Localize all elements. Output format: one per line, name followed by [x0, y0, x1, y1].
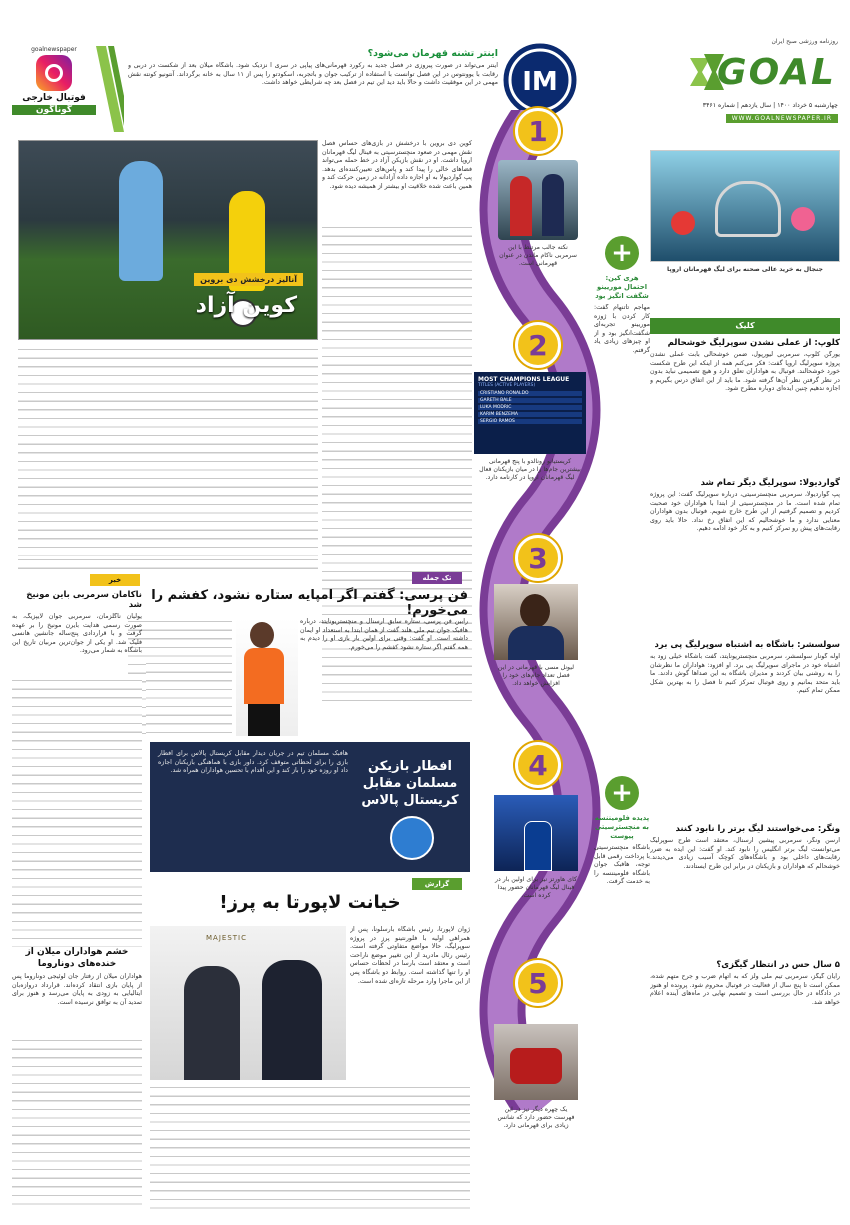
milan-filler	[12, 1037, 142, 1207]
article-columns	[18, 346, 318, 556]
timeline-photo-1	[498, 160, 578, 240]
section-stripes	[96, 46, 124, 132]
news-filler	[12, 677, 142, 947]
guardiola-title: گواردیولا: سوپرلیگ دیگر تمام شد	[700, 478, 840, 488]
timeline-caption-5: یک چهره دیگر نیز در این فهرست حضور دارد که شانس زیادی برای قهرمانی دارد.	[497, 1106, 575, 1130]
guardiola-body: پپ گواردیولا، سرمربی منچسترسیتی، درباره سوپرلیگ گفت: این پروژه تمام شده است. ما در منچسترسیتی از ابتدا با هواداران خود صحبت کردیم و تصمیم گرفتیم از این طرح خارج شویم. فوتبال بدون هواداران معنایی ندارد و ما خوشحالیم که این اتفاق رخ نداد. حالا باید روی رقابت‌های پیش رو تمرکز کنیم و به کار خود ادامه دهیم.	[650, 491, 840, 533]
kolik-body: یورگن کلوپ، سرمربی لیورپول، ضمن خوشحالی بابت عملی نشدن پروژه سوپرلیگ اروپا گفت: فکر می‌کنم همه از اینکه این طرح شکست خورد خوشحالند. فوتبال به هواداران تعلق دارد و هیچ تصمیمی نباید بدون در نظر گرفتن نظر آن‌ها گرفته شود. ما باید از این اتفاق درس بگیریم و اجازه ندهیم چنین ایده‌ای دوباره مطرح شود.	[650, 351, 840, 393]
report-body: ژوان لاپورتا، رئیس باشگاه بارسلونا، پس از همراهی اولیه با فلورنتینو پرز در پروژه سوپرلیگ، حالا مواضع متفاوتی گرفته است. رئیس رئال مادرید از این تغییر موضع ناراحت است و معتقد است بارسا در لحظات حساس او را تنها گذاشته است. روابط دو باشگاه پس از این ماجرا وارد مرحله تازه‌ای شده است.	[350, 926, 470, 985]
timeline-photo-3	[494, 584, 578, 660]
green-item-2-body: باشگاه منچسترسیتی با پرداخت رقمی قابل توجه، هافبک جوان باشگاه فلومیننسه را به خدمت گرفت.	[594, 844, 650, 886]
timeline-caption-4: کای هاورتز نیز برای اولین بار در فینال لیگ قهرمانان حضور پیدا کرده است.	[495, 876, 577, 900]
masthead	[650, 38, 842, 144]
kolik-article	[650, 338, 840, 458]
timeline-caption-2: کریستیانو رونالدو با پنج قهرمانی بیشترین جام‌ها را در میان بازیکنان فعال لیگ قهرمانان اروپا در کارنامه دارد.	[479, 458, 581, 482]
wenger-article	[650, 824, 840, 954]
timeline-number-4: 4	[515, 742, 561, 788]
timeline-caption-3: لیونل مسی با قهرمانی در این فصل تعداد جام‌های خود را افزایش خواهد داد.	[498, 664, 574, 688]
milan-title: خشم هواداران میلان از خنده‌های دوناروما	[25, 947, 129, 969]
instagram-handle: goalnewspaper	[31, 46, 77, 53]
website: WWW.GOALNEWSPAPER.IR	[726, 114, 838, 123]
solskjaer-article	[650, 640, 840, 790]
kolik-bar: کلیک	[650, 318, 840, 334]
milan-body: هواداران میلان از رفتار جان لوئیجی دوناروما پس از پایان بازی انتقاد کرده‌اند. قرارداد دروازه‌بان ایتالیایی به زودی به پایان می‌رسد و هنوز برای تمدید آن به توافق نرسیده است.	[12, 973, 142, 1006]
green-panel-2	[594, 776, 650, 1036]
timeline-photo-4	[494, 795, 578, 871]
kolik-title: کلوپ: از عملی نشدن سوپرلیگ خوشحالم	[667, 338, 840, 348]
milan-article	[12, 946, 142, 1212]
plus-icon-2: +	[605, 776, 639, 810]
timeline-number-2: 2	[515, 322, 561, 368]
report-columns	[150, 1084, 470, 1212]
iftar-box	[150, 742, 470, 872]
news-kicker: خبر	[90, 574, 140, 586]
timeline-number-5: 5	[515, 960, 561, 1006]
news-article	[12, 590, 142, 940]
timeline-number-1: 1	[515, 108, 561, 154]
debruyne-title: کوین آزاد	[195, 293, 297, 318]
top-story	[128, 48, 498, 132]
green-panel	[594, 236, 650, 756]
report-photo	[150, 926, 346, 1080]
iftar-body: هافبک مسلمان تیم در جریان دیدار مقابل کریستال پالاس برای افطار بازی را برای لحظاتی متوقف کرد. داور بازی با هماهنگی بازیکنان اجازه داد او روزه خود را باز کند و این اقدام با تحسین هواداران همراه شد.	[158, 750, 348, 775]
van-persie-body: رابین فن پرسی، ستاره سابق آرسنال و منچستریونایتد، درباره هافبک جوان تیم ملی هلند گفت از همان ابتدا به استعداد او ایمان داشته است. او گفت: وقتی برای اولین بار بازی او را دیدم به همه گفتم اگر ستاره نشود کفشم را می‌خورم.	[300, 618, 468, 651]
green-item-1-body: مهاجم تاتنهام گفت: کار کردن با ژوزه موریینو تجربه‌ای شگفت‌انگیز بود و از او چیزهای زیادی یاد گرفتم.	[594, 304, 650, 354]
wenger-title: ونگر: می‌خواستند لیگ برتر را نابود کنند	[675, 824, 840, 834]
report-sign: MAJESTIC	[206, 934, 247, 942]
date-line: چهارشنبه ۵ خرداد ۱۴۰۰ | سال یازدهم | شماره ۳۴۶۱	[702, 102, 838, 109]
cl-graphic: MOST CHAMPIONS LEAGUE TITLES (ACTIVE PLAYERS) CRISTIANO RONALDO GARETH BALE LUKA MODRIC KARIM BENZEMA SERGIO RAMOS	[474, 372, 586, 454]
top-story-title: اینتر تشنه قهرمان می‌شود؟	[367, 48, 498, 59]
goal-logo: GOAL	[690, 48, 840, 96]
cartoon-image	[650, 150, 840, 262]
middle-left-col	[146, 660, 232, 738]
green-item-2-title: پدیده فلومیننسه به منچسترسیتی پیوست	[594, 814, 650, 840]
debruyne-photo	[18, 140, 318, 340]
tagline: روزنامه ورزشی صبح ایران	[771, 38, 838, 45]
report-title: خیانت لاپورتا به پرز!	[219, 892, 401, 913]
five-years-title: ۵ سال حس در انتظار گیگزی؟	[716, 960, 840, 970]
van-persie-kicker: تک جمله	[412, 572, 462, 584]
left-col-top	[18, 556, 318, 572]
solskjaer-title: سولسشر: باشگاه به اشتباه سوپرلیگ پی برد	[654, 640, 840, 650]
van-persie-title: فن پرسی: گفتم اگر امپایه ستاره نشود، کفشم را می‌خورم!	[151, 588, 468, 618]
instagram-block	[12, 46, 96, 132]
cartoon-caption: جنجال به خرید عالی صحنه برای لیگ قهرمانان اروپا	[667, 266, 823, 273]
svg-text:IM: IM	[522, 67, 558, 97]
report-kicker: گزارش	[412, 878, 462, 890]
timeline-photo-5	[494, 1024, 578, 1100]
five-years-article	[650, 960, 840, 1210]
iftar-player-photo	[390, 816, 434, 860]
news-body: یولیان ناگلزمان، سرمربی جوان لایپزیگ، به صورت رسمی هدایت بایرن مونیخ را بر عهده گرفت و با قراردادی پنج‌ساله جانشین هانسی فلیک شد. او یکی از جوان‌ترین مربیان تاریخ این باشگاه به شمار می‌رود.	[12, 613, 142, 655]
timeline-number-3: 3	[515, 535, 561, 581]
van-persie-photo	[236, 618, 298, 736]
instagram-icon	[36, 55, 72, 91]
section-title: فوتبال خارجی	[22, 93, 86, 103]
wenger-body: آرسن ونگر، سرمربی پیشین آرسنال، معتقد است طرح سوپرلیگ می‌توانست لیگ برتر انگلیس را نابود کند. او گفت: این ایده به ضرر رقابت‌های داخلی بود و باشگاه‌های کوچک آسیب زیادی می‌دیدند. خوشحالم که هواداران و بازیکنان در برابر این طرح ایستادند.	[650, 837, 840, 870]
guardiola-article	[650, 478, 840, 628]
solskjaer-body: اوله گونار سولسشر، سرمربی منچستریونایتد، گفت باشگاه خیلی زود به اشتباه خود در ماجرای سوپرلیگ پی برد. او افزود: هواداران ما نظرشان را به روشنی بیان کردند و مدیران باشگاه به این صداها گوش دادند. ما باید متحد بمانیم و روی فوتبال تمرکز کنیم تا فصل را به بهترین شکل ممکن تمام کنیم.	[650, 653, 840, 695]
section-subtitle: گوناگون	[12, 105, 96, 115]
plus-icon: +	[605, 236, 639, 270]
five-years-body: رایان گیگز، سرمربی تیم ملی ولز که به اتهام ضرب و جرح متهم شده، ممکن است تا پنج سال از فعالیت در فوتبال محروم شود. پرونده او هنوز در دادگاه در حال بررسی است و تصمیم نهایی در ماه‌های آینده اعلام خواهد شد.	[650, 973, 840, 1006]
news-title: ناکامان سرمربی باین مونیخ شد	[26, 590, 142, 610]
iftar-title: افطار بازیکن مسلمان مقابل کریستال پالاس	[361, 759, 459, 808]
top-story-body: اینتر می‌تواند در صورت پیروزی در فصل جدید به رکورد قهرمانی‌های پیاپی در سری آ نزدیک شود. باشگاه میلان بعد از شکست در دربی و رقابت با یوونتوس در این فصل توانست با استفاده از ترکیب جوان و باتجربه، اسکودتو را پس از ۱۱ سال به خانه برگرداند. آنتونیو کونته نقش مهمی در این موفقیت داشت و حالا باید دید این تیم در فصل بعد چه شرایطی خواهد داشت.	[128, 62, 498, 87]
timeline-caption-1: نکته جالب مرتبط با این سرمربی ناکام ماندن در عنوان قهرمانی است.	[499, 244, 577, 268]
debruyne-kicker: آنالیز درخشش دی بروین	[194, 273, 303, 286]
green-item-1-title: هری کین: احتمال موریینو شگفت انگیز بود	[595, 274, 649, 300]
debruyne-body: کوین دی بروین با درخشش در بازی‌های حساس فصل نقش مهمی در صعود منچسترسیتی به فینال لیگ قهرمانان اروپا داشت. او در نقش بازیکن آزاد در خط حمله می‌تواند فضاهای خالی را پیدا کند و پاس‌های تعیین‌کننده‌ای بدهد. پپ گواردیولا به او اجازه داده آزادانه در زمین حرکت کند و همین باعث شده خلاقیت او بیشتر از همیشه دیده شود.	[322, 140, 472, 190]
